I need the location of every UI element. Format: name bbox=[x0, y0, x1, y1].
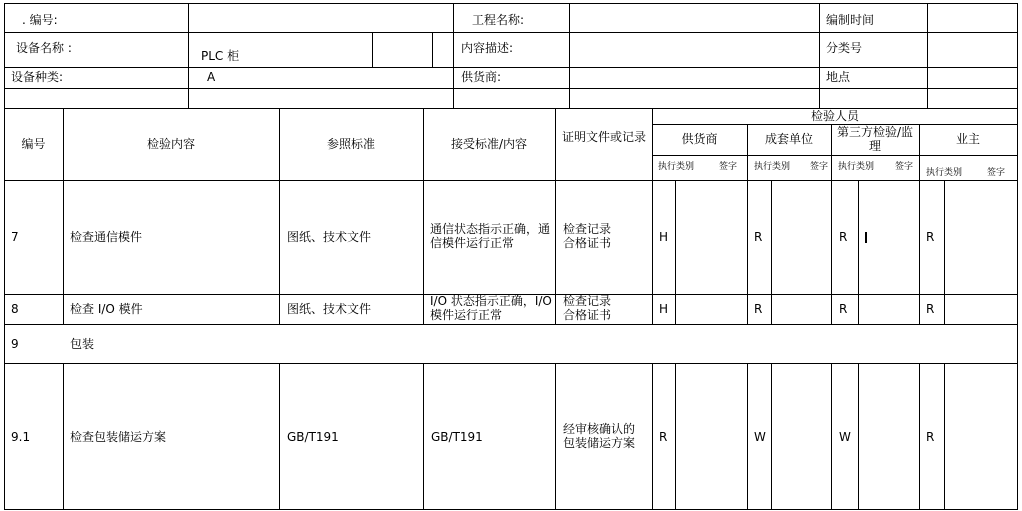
device-name-value: PLC 柜 bbox=[201, 49, 240, 63]
column-header-supplier: 供货商 bbox=[681, 132, 718, 146]
column-header-contractor: 成套单位 bbox=[764, 132, 813, 146]
column-header-third-party: 第三方检验/监理 bbox=[836, 125, 914, 153]
category-no-label: 分类号 bbox=[826, 41, 863, 55]
exec-type-label: 执行类别 bbox=[658, 162, 695, 172]
column-header-content: 检验内容 bbox=[146, 137, 195, 151]
table-row-supplier-exec: R bbox=[659, 430, 668, 444]
rule bbox=[927, 3, 928, 108]
rule bbox=[569, 3, 570, 108]
rule bbox=[831, 363, 832, 509]
rule bbox=[4, 180, 1018, 181]
column-header-certificate: 证明文件或记录 bbox=[562, 130, 647, 144]
exec-type-label: 执行类别 bbox=[926, 168, 963, 178]
rule bbox=[279, 363, 280, 509]
device-type-label: 设备种类: bbox=[11, 70, 64, 84]
rule bbox=[919, 363, 920, 509]
rule bbox=[4, 3, 5, 510]
column-header-standard: 参照标准 bbox=[326, 137, 375, 151]
table-row-third-party-exec: R bbox=[839, 230, 848, 244]
table-row-owner-exec: R bbox=[926, 230, 935, 244]
device-type-value: A bbox=[207, 70, 216, 84]
table-row-supplier-exec: H bbox=[659, 302, 669, 316]
column-header-inspectors: 检验人员 bbox=[810, 109, 859, 123]
rule bbox=[432, 32, 433, 67]
rule bbox=[555, 108, 556, 324]
rule bbox=[4, 363, 1018, 364]
rule bbox=[555, 363, 556, 509]
rule bbox=[675, 363, 676, 509]
rule bbox=[652, 363, 653, 509]
column-header-acceptance: 接受标准/内容 bbox=[450, 137, 528, 151]
table-row-content: 检查 I/O 模件 bbox=[70, 302, 143, 316]
table-row-content: 检查包装储运方案 bbox=[70, 430, 167, 444]
table-row-no: 9.1 bbox=[11, 430, 31, 444]
rule bbox=[858, 363, 859, 509]
table-row-third-party-exec: W bbox=[839, 430, 851, 444]
table-row-supplier-exec: H bbox=[659, 230, 669, 244]
table-row-content: 包装 bbox=[70, 337, 95, 351]
location-label: 地点 bbox=[826, 70, 851, 84]
rule bbox=[4, 324, 1018, 325]
rule bbox=[372, 32, 373, 67]
rule bbox=[747, 363, 748, 509]
text-cursor bbox=[865, 232, 867, 243]
rule bbox=[188, 3, 189, 108]
table-row-standard: 图纸、技术文件 bbox=[287, 302, 372, 316]
table-row-third-party-exec: R bbox=[839, 302, 848, 316]
rule bbox=[771, 180, 772, 324]
content-description-label: 内容描述: bbox=[461, 41, 514, 55]
table-row-contractor-exec: R bbox=[754, 230, 763, 244]
table-row-certificate: 经审核确认的包装储运方案 bbox=[563, 422, 636, 450]
supplier-label: 供货商: bbox=[461, 70, 502, 84]
rule bbox=[4, 88, 1018, 89]
table-row-owner-exec: R bbox=[926, 430, 935, 444]
table-row-acceptance: GB/T191 bbox=[431, 430, 483, 444]
table-row-certificate: 检查记录 合格证书 bbox=[563, 294, 612, 322]
signature-label: 签字 bbox=[895, 162, 914, 172]
rule bbox=[4, 67, 1018, 68]
rule bbox=[831, 124, 832, 324]
rule bbox=[4, 509, 1018, 510]
rule bbox=[919, 124, 920, 324]
signature-label: 签字 bbox=[987, 168, 1006, 178]
table-row-standard: 图纸、技术文件 bbox=[287, 230, 372, 244]
column-header-no: 编号 bbox=[21, 137, 46, 151]
rule bbox=[1017, 3, 1018, 510]
rule bbox=[771, 363, 772, 509]
table-row-no: 7 bbox=[11, 230, 19, 244]
rule bbox=[747, 124, 748, 324]
rule bbox=[4, 32, 1018, 33]
column-header-owner: 业主 bbox=[955, 132, 980, 146]
device-no-label: . 编号: bbox=[22, 13, 58, 27]
project-name-label: 工程名称: bbox=[472, 13, 525, 27]
table-row-content: 检查通信模件 bbox=[70, 230, 143, 244]
signature-label: 签字 bbox=[719, 162, 738, 172]
exec-type-label: 执行类别 bbox=[754, 162, 791, 172]
table-row-standard: GB/T191 bbox=[287, 430, 339, 444]
signature-label: 签字 bbox=[810, 162, 829, 172]
rule bbox=[675, 180, 676, 324]
rule bbox=[652, 155, 1018, 156]
table-row-no: 9 bbox=[11, 337, 19, 351]
rule bbox=[944, 180, 945, 324]
rule bbox=[423, 363, 424, 509]
date-label: 编制时间 bbox=[826, 13, 875, 27]
table-row-contractor-exec: W bbox=[754, 430, 766, 444]
table-row-no: 8 bbox=[11, 302, 19, 316]
exec-type-label: 执行类别 bbox=[838, 162, 875, 172]
rule bbox=[858, 180, 859, 324]
table-row-contractor-exec: R bbox=[754, 302, 763, 316]
rule bbox=[944, 363, 945, 509]
table-row-owner-exec: R bbox=[926, 302, 935, 316]
table-row-certificate: 检查记录 合格证书 bbox=[563, 222, 612, 250]
rule bbox=[4, 3, 1018, 4]
rule bbox=[453, 3, 454, 108]
table-row-acceptance: I/O 状态指示正确，I/O 模件运行正常 bbox=[430, 294, 552, 322]
rule bbox=[63, 363, 64, 509]
table-row-acceptance: 通信状态指示正确，通信模件运行正常 bbox=[430, 222, 551, 250]
device-name-label: 设备名称 : bbox=[16, 41, 72, 55]
rule bbox=[819, 3, 820, 108]
